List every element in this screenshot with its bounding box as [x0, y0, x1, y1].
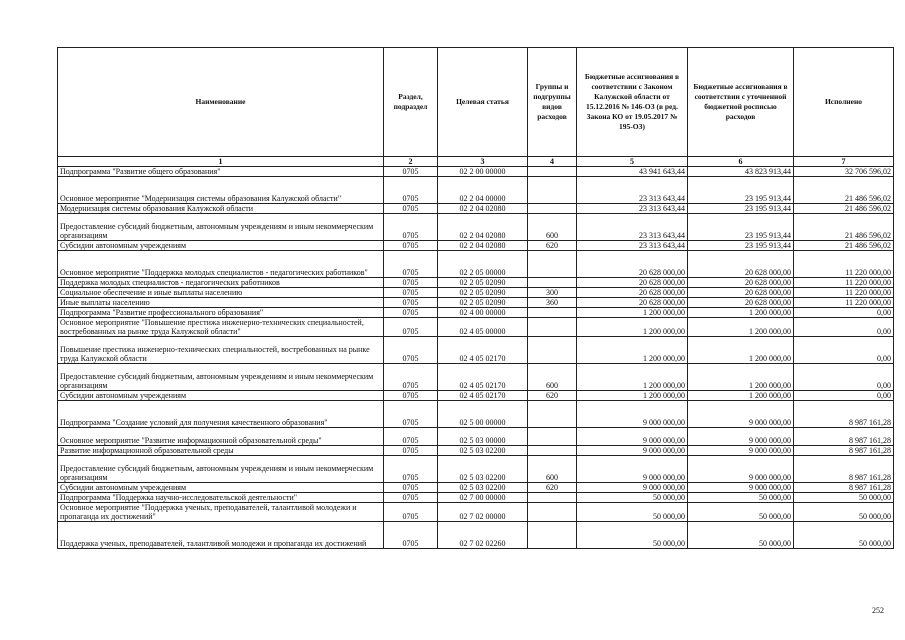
cell-budget-law: 9 000 000,00: [577, 401, 688, 428]
table-row: [58, 298, 894, 308]
cell-budget-law: 9 000 000,00: [577, 483, 688, 493]
cell-name: Поддержка ученых, преподавателей, талантливой молодежи и пропаганда их достижений: [58, 522, 384, 549]
cell-budget-law: 23 313 643,44: [577, 241, 688, 251]
cell-budget-roster: 50 000,00: [688, 522, 794, 549]
cell-executed: 50 000,00: [794, 522, 894, 549]
cell-executed: 11 220 000,00: [794, 278, 894, 288]
cell-budget-roster: 20 628 000,00: [688, 251, 794, 278]
cell-group: [528, 308, 577, 318]
header-budget-roster: Бюджетные ассигнования в соответствии с уточненной бюджетной росписью расходов: [688, 48, 794, 157]
cell-executed: 8 987 161,28: [794, 483, 894, 493]
column-number: 5: [577, 157, 688, 167]
cell-section: 0705: [384, 391, 438, 401]
cell-budget-roster: 9 000 000,00: [688, 401, 794, 428]
cell-name: Основное мероприятие "Повышение престижа инженерно-технических специальностей, востребованных на рынке труда Калужской области": [58, 318, 384, 337]
cell-group: 600: [528, 214, 577, 241]
cell-name: Основное мероприятие "Поддержка ученых, преподавателей, талантливой молодежи и пропаганда их достижений": [58, 503, 384, 522]
column-number: 1: [58, 157, 384, 167]
cell-target: 02 7 00 00000: [438, 493, 528, 503]
column-number: 6: [688, 157, 794, 167]
table-row: [58, 204, 894, 214]
cell-name: Подпрограмма "Поддержка научно-исследовательской деятельности": [58, 493, 384, 503]
cell-target: 02 5 03 02200: [438, 456, 528, 483]
cell-target: 02 7 02 00000: [438, 503, 528, 522]
cell-budget-roster: 20 628 000,00: [688, 298, 794, 308]
cell-name: Модернизация системы образования Калужской области: [58, 204, 384, 214]
cell-budget-roster: 50 000,00: [688, 493, 794, 503]
table-row: [58, 522, 894, 549]
column-number: 7: [794, 157, 894, 167]
cell-budget-law: 9 000 000,00: [577, 456, 688, 483]
cell-group: [528, 251, 577, 278]
table-row: [58, 401, 894, 428]
cell-budget-law: 1 200 000,00: [577, 308, 688, 318]
cell-section: 0705: [384, 308, 438, 318]
cell-budget-law: 23 313 643,44: [577, 177, 688, 204]
header-target: Целевая статья: [438, 48, 528, 157]
cell-budget-roster: 1 200 000,00: [688, 308, 794, 318]
cell-budget-roster: 23 195 913,44: [688, 214, 794, 241]
cell-budget-law: 1 200 000,00: [577, 364, 688, 391]
cell-executed: 0,00: [794, 364, 894, 391]
cell-section: 0705: [384, 428, 438, 446]
cell-section: 0705: [384, 364, 438, 391]
header-groups: Группы и подгруппы видов расходов: [528, 48, 577, 157]
table-row: [58, 483, 894, 493]
cell-section: 0705: [384, 214, 438, 241]
cell-executed: 8 987 161,28: [794, 401, 894, 428]
table-row: [58, 446, 894, 456]
cell-executed: 21 486 596,02: [794, 241, 894, 251]
cell-group: 600: [528, 456, 577, 483]
cell-group: 620: [528, 391, 577, 401]
cell-executed: 21 486 596,02: [794, 204, 894, 214]
header-row: [58, 48, 894, 157]
cell-group: [528, 401, 577, 428]
cell-section: 0705: [384, 177, 438, 204]
cell-budget-roster: 20 628 000,00: [688, 288, 794, 298]
cell-name: Предоставление субсидий бюджетным, автономным учреждениям и иным некоммерческим организациям: [58, 364, 384, 391]
cell-name: Предоставление субсидий бюджетным, автономным учреждениям и иным некоммерческим организациям: [58, 214, 384, 241]
cell-group: [528, 204, 577, 214]
cell-budget-roster: 20 628 000,00: [688, 278, 794, 288]
cell-budget-law: 50 000,00: [577, 503, 688, 522]
cell-section: 0705: [384, 167, 438, 177]
cell-section: 0705: [384, 251, 438, 278]
cell-budget-roster: 9 000 000,00: [688, 428, 794, 446]
cell-target: 02 2 05 00000: [438, 251, 528, 278]
cell-section: 0705: [384, 456, 438, 483]
cell-section: 0705: [384, 318, 438, 337]
cell-group: 360: [528, 298, 577, 308]
cell-group: [528, 522, 577, 549]
page-number: 252: [872, 606, 884, 615]
cell-budget-law: 9 000 000,00: [577, 446, 688, 456]
cell-budget-roster: 23 195 913,44: [688, 241, 794, 251]
cell-budget-law: 1 200 000,00: [577, 318, 688, 337]
header-executed: Исполнено: [794, 48, 894, 157]
cell-executed: 0,00: [794, 337, 894, 364]
cell-section: 0705: [384, 337, 438, 364]
cell-target: 02 2 05 02090: [438, 298, 528, 308]
cell-executed: 0,00: [794, 391, 894, 401]
cell-name: Подпрограмма "Развитие профессионального образования": [58, 308, 384, 318]
cell-section: 0705: [384, 401, 438, 428]
table-row: [58, 503, 894, 522]
column-number: 4: [528, 157, 577, 167]
cell-budget-roster: 1 200 000,00: [688, 391, 794, 401]
cell-target: 02 5 03 02200: [438, 446, 528, 456]
table-row: [58, 391, 894, 401]
table-row: [58, 288, 894, 298]
cell-budget-law: 1 200 000,00: [577, 391, 688, 401]
cell-target: 02 5 03 02200: [438, 483, 528, 493]
cell-target: 02 5 00 00000: [438, 401, 528, 428]
cell-budget-roster: 23 195 913,44: [688, 204, 794, 214]
cell-group: [528, 428, 577, 446]
table-row: [58, 278, 894, 288]
table-row: [58, 177, 894, 204]
table-row: [58, 318, 894, 337]
cell-group: [528, 318, 577, 337]
cell-name: Подпрограмма "Развитие общего образования": [58, 167, 384, 177]
table-row: [58, 167, 894, 177]
cell-group: [528, 493, 577, 503]
table-row: [58, 428, 894, 446]
cell-target: 02 4 05 02170: [438, 391, 528, 401]
cell-executed: 50 000,00: [794, 493, 894, 503]
cell-budget-law: 50 000,00: [577, 522, 688, 549]
cell-target: 02 2 04 02080: [438, 204, 528, 214]
table-row: [58, 308, 894, 318]
cell-budget-law: 50 000,00: [577, 493, 688, 503]
table-row: [58, 214, 894, 241]
cell-group: [528, 446, 577, 456]
cell-budget-roster: 43 823 913,44: [688, 167, 794, 177]
cell-target: 02 2 05 02090: [438, 288, 528, 298]
cell-group: 600: [528, 364, 577, 391]
cell-target: 02 4 05 00000: [438, 318, 528, 337]
cell-budget-roster: 9 000 000,00: [688, 483, 794, 493]
budget-table: [57, 47, 894, 549]
cell-group: [528, 167, 577, 177]
column-number: 2: [384, 157, 438, 167]
cell-name: Основное мероприятие "Поддержка молодых специалистов - педагогических работников": [58, 251, 384, 278]
table-body: [58, 167, 894, 549]
cell-target: 02 7 02 02260: [438, 522, 528, 549]
cell-section: 0705: [384, 503, 438, 522]
cell-section: 0705: [384, 493, 438, 503]
cell-executed: 0,00: [794, 308, 894, 318]
header-name: Наименование: [58, 48, 384, 157]
cell-target: 02 5 03 00000: [438, 428, 528, 446]
cell-group: 620: [528, 241, 577, 251]
cell-name: Субсидии автономным учреждениям: [58, 391, 384, 401]
cell-group: [528, 278, 577, 288]
column-number-row: [58, 157, 894, 167]
cell-name: Иные выплаты населению: [58, 298, 384, 308]
cell-section: 0705: [384, 446, 438, 456]
cell-section: 0705: [384, 288, 438, 298]
cell-budget-law: 20 628 000,00: [577, 298, 688, 308]
cell-section: 0705: [384, 204, 438, 214]
cell-section: 0705: [384, 241, 438, 251]
cell-name: Субсидии автономным учреждениям: [58, 241, 384, 251]
table-row: [58, 337, 894, 364]
table-row: [58, 241, 894, 251]
cell-name: Повышение престижа инженерно-технических специальностей, востребованных на рынке труда Калужской области: [58, 337, 384, 364]
cell-budget-law: 20 628 000,00: [577, 278, 688, 288]
cell-executed: 21 486 596,02: [794, 214, 894, 241]
cell-group: 620: [528, 483, 577, 493]
cell-target: 02 4 05 02170: [438, 337, 528, 364]
table-row: [58, 493, 894, 503]
cell-budget-law: 20 628 000,00: [577, 251, 688, 278]
cell-budget-roster: 50 000,00: [688, 503, 794, 522]
cell-budget-roster: 1 200 000,00: [688, 337, 794, 364]
cell-target: 02 2 04 02080: [438, 214, 528, 241]
cell-section: 0705: [384, 522, 438, 549]
cell-executed: 11 220 000,00: [794, 251, 894, 278]
cell-executed: 8 987 161,28: [794, 446, 894, 456]
cell-budget-law: 9 000 000,00: [577, 428, 688, 446]
cell-section: 0705: [384, 278, 438, 288]
cell-section: 0705: [384, 483, 438, 493]
cell-executed: 21 486 596,02: [794, 177, 894, 204]
cell-executed: 11 220 000,00: [794, 288, 894, 298]
cell-executed: 32 706 596,02: [794, 167, 894, 177]
column-number: 3: [438, 157, 528, 167]
cell-budget-law: 43 941 643,44: [577, 167, 688, 177]
cell-target: 02 2 04 02080: [438, 241, 528, 251]
table-row: [58, 364, 894, 391]
cell-name: Подпрограмма "Создание условий для получения качественного образования": [58, 401, 384, 428]
cell-group: [528, 337, 577, 364]
cell-budget-roster: 1 200 000,00: [688, 364, 794, 391]
cell-group: 300: [528, 288, 577, 298]
cell-target: 02 2 05 02090: [438, 278, 528, 288]
table-row: [58, 251, 894, 278]
cell-budget-roster: 9 000 000,00: [688, 456, 794, 483]
cell-name: Основное мероприятие "Развитие информационной образовательной среды": [58, 428, 384, 446]
cell-budget-law: 23 313 643,44: [577, 214, 688, 241]
cell-executed: 8 987 161,28: [794, 456, 894, 483]
cell-executed: 8 987 161,28: [794, 428, 894, 446]
cell-budget-law: 23 313 643,44: [577, 204, 688, 214]
cell-target: 02 4 05 02170: [438, 364, 528, 391]
table-row: [58, 456, 894, 483]
cell-name: Развитие информационной образовательной среды: [58, 446, 384, 456]
cell-budget-law: 1 200 000,00: [577, 337, 688, 364]
cell-name: Предоставление субсидий бюджетным, автономным учреждениям и иным некоммерческим организациям: [58, 456, 384, 483]
cell-target: 02 4 00 00000: [438, 308, 528, 318]
cell-executed: 50 000,00: [794, 503, 894, 522]
cell-budget-law: 20 628 000,00: [577, 288, 688, 298]
cell-target: 02 2 04 00000: [438, 177, 528, 204]
cell-name: Поддержка молодых специалистов - педагогических работников: [58, 278, 384, 288]
cell-executed: 11 220 000,00: [794, 298, 894, 308]
cell-name: Субсидии автономным учреждениям: [58, 483, 384, 493]
cell-budget-roster: 23 195 913,44: [688, 177, 794, 204]
cell-group: [528, 503, 577, 522]
cell-group: [528, 177, 577, 204]
cell-executed: 0,00: [794, 318, 894, 337]
cell-budget-roster: 9 000 000,00: [688, 446, 794, 456]
cell-target: 02 2 00 00000: [438, 167, 528, 177]
header-budget-law: Бюджетные ассигнования в соответствии с Законом Калужской области от 15.12.2016 № 146-ОЗ (в ред. Закона КО от 19.05.2017 № 195-ОЗ): [577, 48, 688, 157]
cell-section: 0705: [384, 298, 438, 308]
cell-name: Основное мероприятие "Модернизация системы образования Калужской области": [58, 177, 384, 204]
cell-budget-roster: 1 200 000,00: [688, 318, 794, 337]
header-section: Раздел, подраздел: [384, 48, 438, 157]
cell-name: Социальное обеспечение и иные выплаты населению: [58, 288, 384, 298]
